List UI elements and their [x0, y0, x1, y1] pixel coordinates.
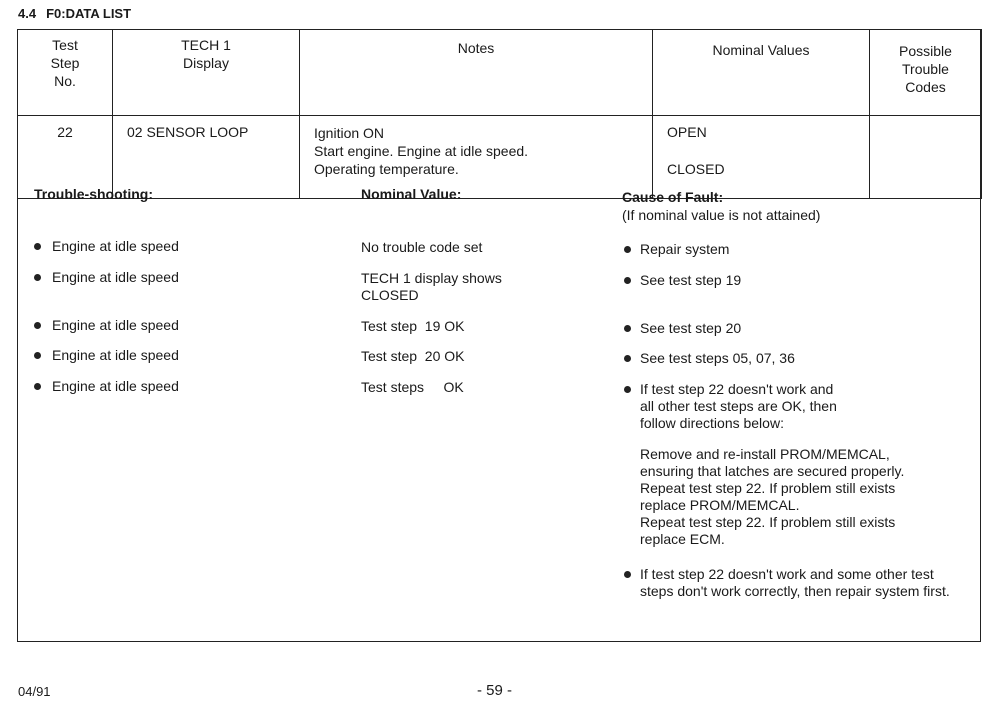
cell-nominal-values	[653, 116, 870, 199]
footer-date: 04/91	[18, 684, 51, 699]
header-test-step-no: Test Step No.	[18, 30, 113, 116]
bullet-icon	[34, 322, 41, 329]
table-row	[18, 116, 982, 199]
section-title: F0:DATA LIST	[46, 6, 132, 21]
nominal-value-item: TECH 1 display shows	[361, 270, 502, 286]
cell-step-number: 22	[18, 116, 113, 199]
nominal-value-item: CLOSED	[361, 287, 419, 303]
bullet-icon	[624, 325, 631, 332]
bullet-icon	[624, 355, 631, 362]
section-number: 4.4	[18, 6, 37, 21]
cause-of-fault-heading: Cause of Fault:	[622, 189, 724, 205]
nominal-closed: CLOSED	[667, 161, 725, 177]
nominal-value-item: Test step 20 OK	[361, 348, 465, 364]
cause-item: Repair system	[640, 241, 730, 257]
troubleshooting-item: Engine at idle speed	[52, 317, 179, 333]
bullet-icon	[34, 352, 41, 359]
nominal-value-item: Test steps OK	[361, 379, 464, 395]
bullet-icon	[624, 571, 631, 578]
cause-item: If test step 22 doesn't work and all other test steps are OK, then follow directions below:	[640, 381, 837, 431]
data-list-table	[17, 29, 982, 199]
table-header-row	[18, 30, 982, 116]
cell-trouble-codes	[870, 116, 982, 199]
cause-item: See test step 20	[640, 320, 742, 336]
nominal-value-item: No trouble code set	[361, 239, 483, 255]
header-possible-trouble-codes: Possible Trouble Codes	[870, 30, 982, 116]
cause-item: See test step 19	[640, 272, 742, 288]
cause-of-fault-note: (If nominal value is not attained)	[622, 207, 821, 223]
page-number: - 59 -	[477, 682, 513, 699]
troubleshooting-heading: Trouble-shooting:	[34, 186, 153, 202]
troubleshooting-item: Engine at idle speed	[52, 269, 179, 285]
bullet-icon	[34, 383, 41, 390]
bullet-icon	[624, 246, 631, 253]
nominal-open: OPEN	[667, 124, 707, 140]
cell-notes: Ignition ON Start engine. Engine at idle speed. Operating temperature.	[300, 116, 653, 199]
troubleshooting-item: Engine at idle speed	[52, 238, 179, 254]
nominal-value-heading: Nominal Value:	[361, 186, 462, 202]
bullet-icon	[624, 277, 631, 284]
section-heading	[18, 6, 131, 21]
cause-item: See test steps 05, 07, 36	[640, 350, 795, 366]
repair-directions: Remove and re-install PROM/MEMCAL, ensuring that latches are secured properly. Repeat test step 22. If problem still exists replace PROM/MEMCAL. Repeat test step 22. If problem still exists replace ECM.	[640, 446, 905, 547]
troubleshooting-item: Engine at idle speed	[52, 378, 179, 394]
header-notes: Notes	[300, 30, 653, 116]
cell-tech1-display: 02 SENSOR LOOP	[113, 116, 300, 199]
bullet-icon	[34, 243, 41, 250]
header-tech1-display: TECH 1 Display	[113, 30, 300, 116]
nominal-value-item: Test step 19 OK	[361, 318, 465, 334]
bullet-icon	[624, 386, 631, 393]
cause-item: If test step 22 doesn't work and some other test steps don't work correctly, then repair system first.	[640, 566, 950, 599]
bullet-icon	[34, 274, 41, 281]
header-nominal-values: Nominal Values	[653, 30, 870, 116]
troubleshooting-item: Engine at idle speed	[52, 347, 179, 363]
